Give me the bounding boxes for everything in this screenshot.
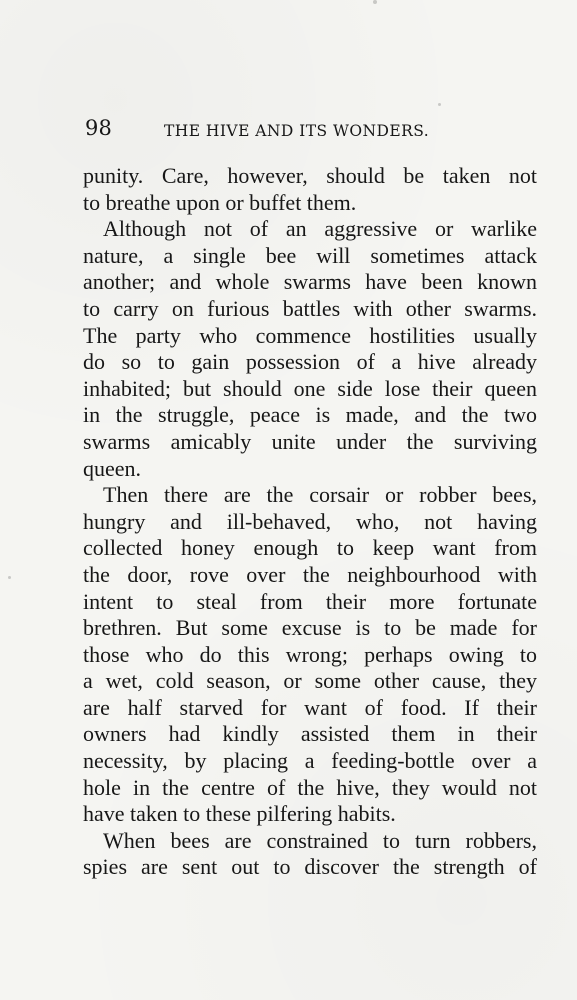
text-line: hole in the centre of the hive, they would not — [83, 774, 537, 800]
text-line: inhabited; but should one side lose their queen — [83, 375, 537, 401]
running-title: THE HIVE AND ITS WONDERS. — [164, 122, 430, 140]
text-line: spies are sent out to discover the strength of — [83, 854, 537, 880]
text-line: in the struggle, peace is made, and the two — [83, 402, 537, 428]
text-line: The party who commence hostilities usually — [83, 322, 537, 348]
text-line: nature, a single bee will sometimes attack — [83, 242, 537, 268]
text-line: necessity, by placing a feeding-bottle over a — [83, 748, 537, 774]
text-line: owners had kindly assisted them in their — [83, 721, 537, 747]
print-speck — [373, 0, 377, 4]
text-line: another; and whole swarms have been known — [83, 269, 537, 295]
text-line: Then there are the corsair or robber bees, — [103, 482, 537, 508]
text-line: to carry on furious battles with other swarms. — [83, 295, 537, 321]
text-line: swarms amicably unite under the surviving — [83, 428, 537, 454]
text-line: intent to steal from their more fortunate — [83, 588, 537, 614]
text-line: Although not of an aggressive or warlike — [103, 216, 537, 242]
text-line: queen. — [83, 455, 142, 481]
text-line: do so to gain possession of a hive already — [83, 349, 537, 375]
text-line: a wet, cold season, or some other cause, they — [83, 668, 537, 694]
text-line: are half starved for want of food. If their — [83, 694, 537, 720]
text-line: collected honey enough to keep want from — [83, 535, 537, 561]
text-line: the door, rove over the neighbourhood with — [83, 561, 537, 587]
text-line: have taken to these pilfering habits. — [83, 801, 396, 827]
text-line: those who do this wrong; perhaps owing to — [83, 641, 537, 667]
text-line: When bees are constrained to turn robbers, — [103, 827, 537, 853]
print-speck — [8, 576, 11, 579]
text-line: to breathe upon or buffet them. — [83, 189, 357, 215]
page-number: 98 — [85, 116, 113, 140]
text-line: punity. Care, however, should be taken not — [83, 163, 537, 188]
book-text — [83, 163, 537, 881]
text-line: hungry and ill-behaved, who, not having — [83, 508, 537, 534]
page-header — [85, 116, 535, 146]
print-speck — [438, 103, 441, 106]
text-line: brethren. But some excuse is to be made for — [83, 615, 537, 641]
